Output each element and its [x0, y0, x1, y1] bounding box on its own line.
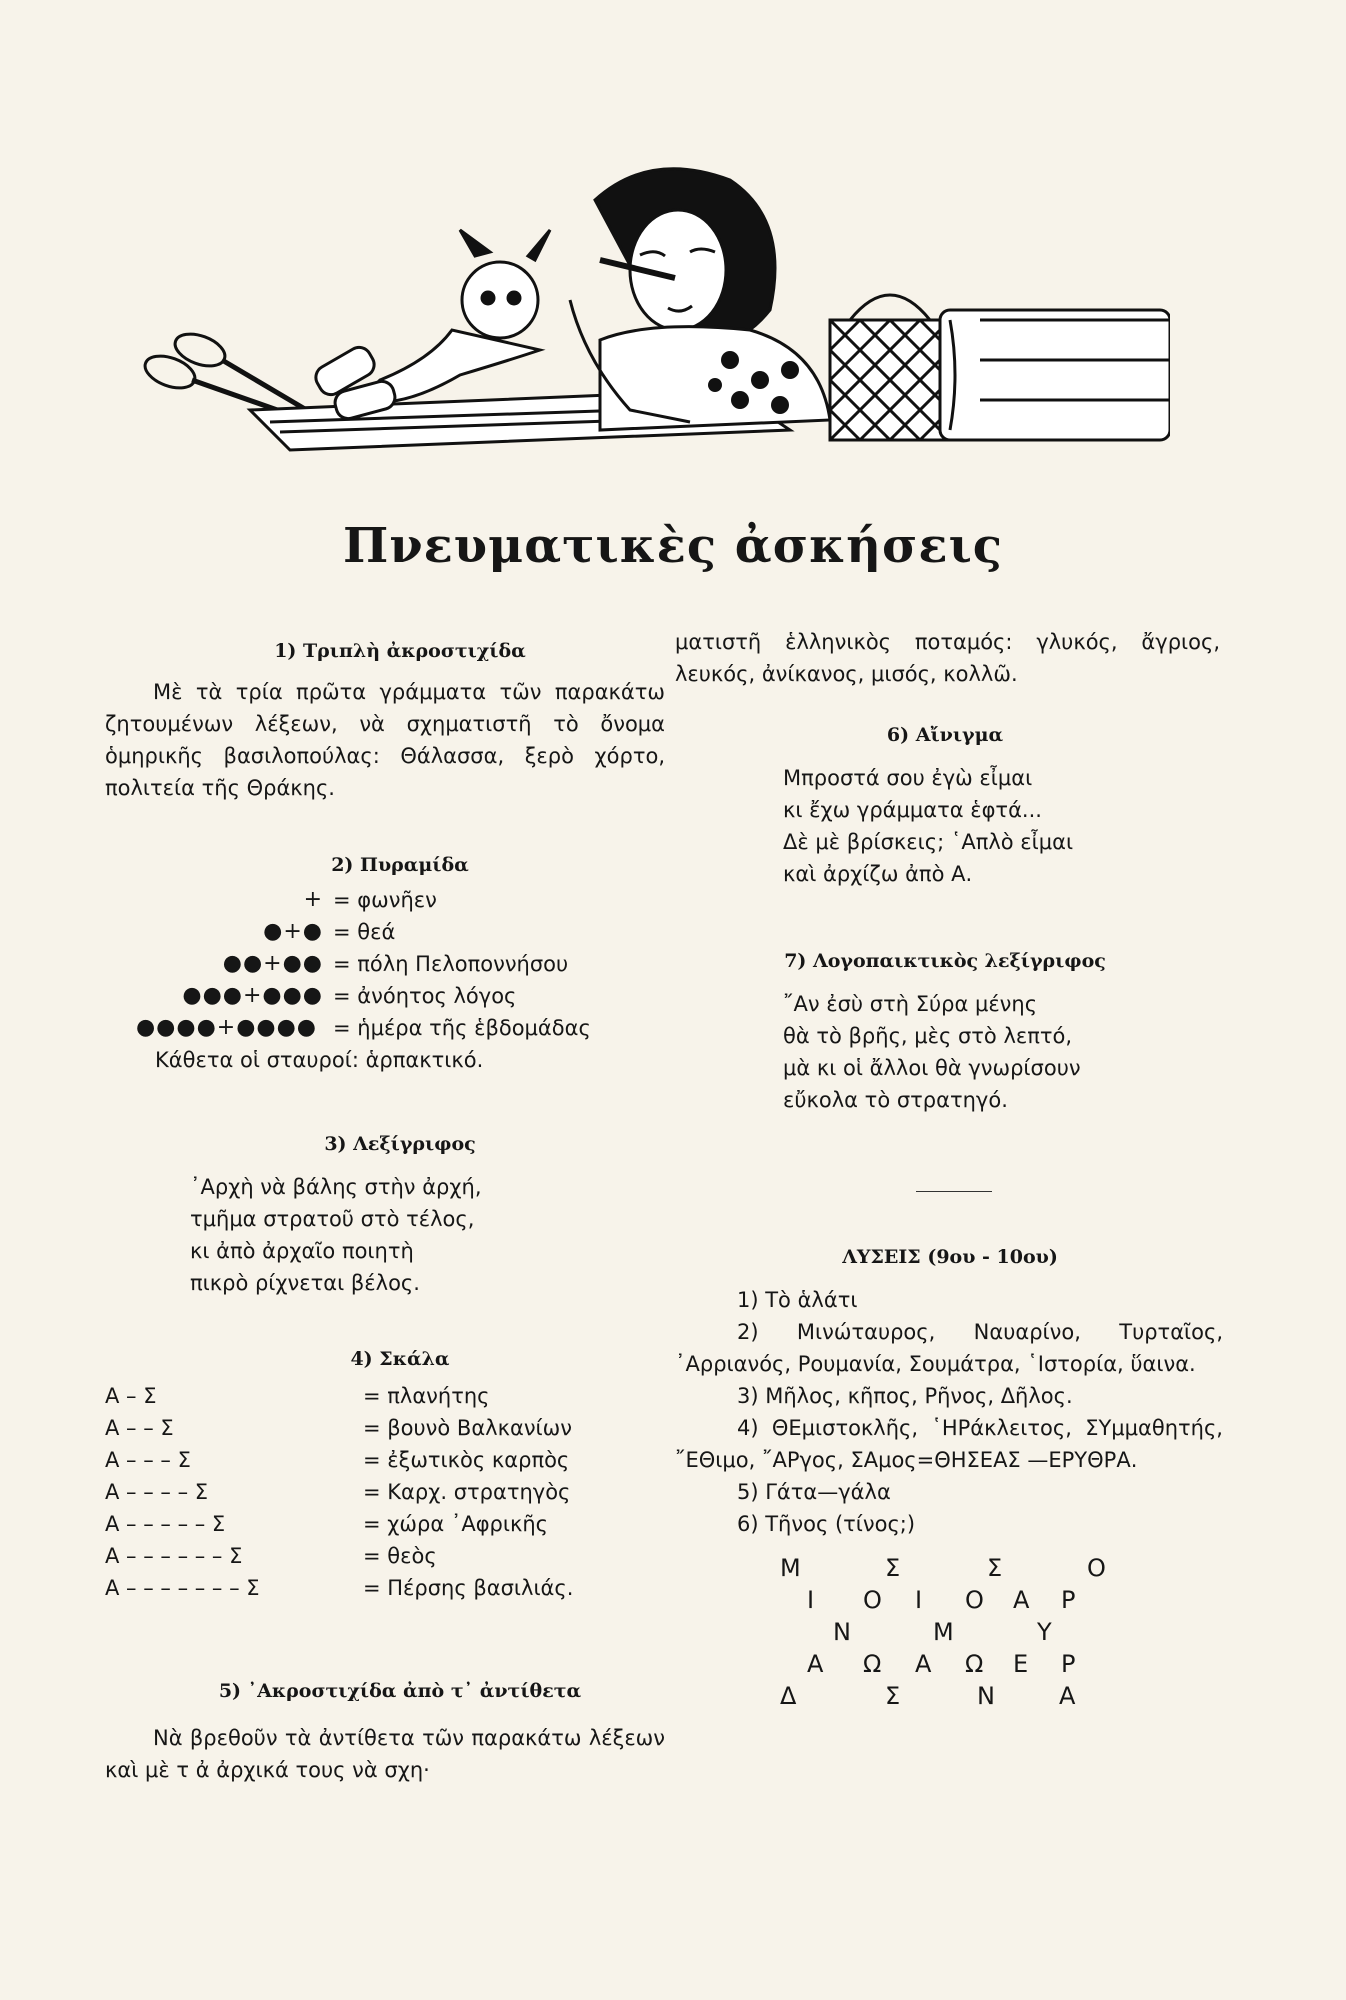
section-heading: 1) Τριπλὴ ἀκροστιχίδα [274, 640, 526, 662]
ladder-clue: = Πέρσης βασιλιάς. [363, 1576, 574, 1600]
ladder-letters: Α – Σ [105, 1384, 157, 1408]
ladder-row [105, 1476, 665, 1508]
ladder-clue: = πλανήτης [363, 1384, 490, 1408]
section-5-continued: ματιστῆ ἑλληνικὸς ποταμός: γλυκός, ἄγριος, λευκός, ἀνίκανος, μισός, κολλῶ. [675, 630, 1220, 686]
grid-letter: Μ [933, 1618, 956, 1646]
ladder-letters: Α – – – – – Σ [105, 1512, 226, 1536]
grid-row [675, 1648, 1235, 1680]
pyramid-clue: = θεά [333, 920, 396, 944]
pyramid-clue: = πόλη Πελοποννήσου [333, 952, 569, 976]
section-heading: 2) Πυραμίδα [331, 854, 469, 876]
ladder-letters: Α – – – Σ [105, 1448, 191, 1472]
section-2 [105, 854, 665, 1076]
pyramid-mark: ●●●+●●● [182, 983, 323, 1008]
grid-letter: Ω [965, 1650, 986, 1678]
grid-letter: Ο [863, 1586, 884, 1614]
riddle-verse [783, 762, 1235, 890]
ladder-clue: = ἐξωτικὸς καρπὸς [363, 1448, 570, 1472]
pyramid-mark: + [303, 887, 323, 912]
grid-letter: Ν [833, 1618, 853, 1646]
verse-line: κι ἔχω γράμματα ἑφτά... [783, 798, 1042, 822]
section-heading: 7) Λογοπαικτικὸς λεξίγριφος [784, 950, 1106, 972]
basket-icon [830, 295, 950, 440]
solution-grid [675, 1552, 1235, 1712]
grid-letter: Ω [863, 1650, 884, 1678]
header-illustration [130, 160, 1170, 460]
grid-letter: Ν [977, 1682, 997, 1710]
solution-item: 6) Τῆνος (τίνος;) [737, 1512, 916, 1536]
grid-row [675, 1552, 1235, 1584]
solution-item: 2) Μινώταυρος, Ναυαρίνο, Τυρταῖος, ᾿Αρριανός, Ρουμανία, Σουμάτρα, ῾Ιστορία, ὕαινα. [675, 1320, 1223, 1376]
verse-line: Μπροστά σου ἐγὼ εἶμαι [783, 766, 1033, 790]
pyramid-mark: ●●●●+●●●● [135, 1015, 317, 1040]
verse-line: κι ἀπὸ ἀρχαῖο ποιητὴ [190, 1239, 414, 1263]
ladder-letters: Α – – – – – – Σ [105, 1544, 243, 1568]
section-body: Νὰ βρεθοῦν τὰ ἀντίθετα τῶν παρακάτω λέξεων καὶ μὲ τ ἀ ἀρχικά τους νὰ σχη· [105, 1726, 665, 1782]
verse-line: πικρὸ ρίχνεται βέλος. [190, 1271, 420, 1295]
verse-line: Δὲ μὲ βρίσκεις; ῾Απλὸ εἶμαι [783, 830, 1074, 854]
section-7 [675, 950, 1235, 1116]
grid-letter: Ε [1013, 1650, 1031, 1678]
grid-letter: Α [915, 1650, 934, 1678]
riddle-verse [783, 988, 1235, 1116]
ladder-clue: = θεὸς [363, 1544, 437, 1568]
grid-letter: Ρ [1061, 1650, 1078, 1678]
pyramid-row [105, 916, 665, 948]
grid-letter: Ο [965, 1586, 986, 1614]
section-heading: 3) Λεξίγριφος [324, 1133, 476, 1155]
grid-letter: Ι [807, 1586, 817, 1614]
section-5 [105, 1680, 665, 1786]
grid-letter: Α [1059, 1682, 1078, 1710]
section-heading: 6) Αἴνιγμα [886, 724, 1004, 746]
pyramid-mark: ●+● [263, 919, 323, 944]
section-heading: 4) Σκάλα [350, 1348, 450, 1370]
ladder-clue: = Καρχ. στρατηγὸς [363, 1480, 571, 1504]
grid-letter: Α [1013, 1586, 1032, 1614]
verse-line: ᾿Αρχὴ νὰ βάλης στὴν ἀρχή, [190, 1175, 482, 1199]
grid-letter: Δ [780, 1682, 799, 1710]
grid-row [675, 1616, 1235, 1648]
grid-row [675, 1680, 1235, 1712]
section-3 [105, 1133, 665, 1299]
ladder-letters: Α – – – – – – – Σ [105, 1576, 260, 1600]
ladder-row [105, 1380, 665, 1412]
pyramid-clue: = ἀνόητος λόγος [333, 984, 517, 1008]
ladder-letters: Α – – – – Σ [105, 1480, 209, 1504]
grid-letter: Σ [885, 1682, 903, 1710]
verse-line: εὔκολα τὸ στρατηγό. [783, 1088, 1008, 1112]
word-ladder [105, 1380, 665, 1604]
pyramid-clue: = φωνῆεν [333, 888, 437, 912]
ladder-clue: = βουνὸ Βαλκανίων [363, 1416, 572, 1440]
pyramid-row [105, 884, 665, 916]
grid-letter: Σ [885, 1554, 903, 1582]
section-1 [105, 640, 665, 804]
verse-line: τμῆμα στρατοῦ στὸ τέλος, [190, 1207, 475, 1231]
grid-letter: Ο [1087, 1554, 1108, 1582]
solution-item: 4) ΘΕμιστοκλῆς, ῾ΗΡάκλειτος, ΣΥμμαθητής, ῎ΕΘιμο, ῎ΑΡγος, ΣΑμος=ΘΗΣΕΑΣ —ΕΡΥΘΡΑ. [675, 1416, 1223, 1472]
scissors-icon [141, 328, 310, 418]
ladder-row [105, 1508, 665, 1540]
solutions [675, 1246, 1235, 1712]
grid-row [675, 1584, 1235, 1616]
grid-letter: Α [807, 1650, 826, 1678]
divider [916, 1191, 992, 1192]
grid-letter: Μ [780, 1554, 803, 1582]
solution-item: 3) Μῆλος, κῆπος, Ρῆνος, Δῆλος. [737, 1384, 1073, 1408]
section-heading: 5) ᾿Ακροστιχίδα ἀπὸ τ᾿ ἀντίθετα [218, 1680, 582, 1702]
section-6 [675, 724, 1235, 890]
ladder-row [105, 1540, 665, 1572]
grid-letter: Ρ [1061, 1586, 1078, 1614]
girl-icon [570, 169, 830, 430]
ladder-clue: = χώρα ᾿Αφρικῆς [363, 1512, 549, 1536]
ladder-letters: Α – – Σ [105, 1416, 174, 1440]
pyramid-row [105, 980, 665, 1012]
pyramid-note: Κάθετα οἱ σταυροί: ἁρπακτικό. [155, 1048, 484, 1072]
riddle-verse [190, 1171, 665, 1299]
section-4 [105, 1348, 665, 1604]
grid-letter: Ι [915, 1586, 925, 1614]
verse-line: καὶ ἀρχίζω ἀπὸ Α. [783, 862, 973, 886]
solution-item: 5) Γάτα—γάλα [737, 1480, 891, 1504]
grid-letter: Σ [987, 1554, 1005, 1582]
pyramid-row [105, 1012, 665, 1044]
pyramid-row [105, 948, 665, 980]
solutions-list [675, 1284, 1223, 1540]
grid-letter: Υ [1037, 1618, 1054, 1646]
ladder-row [105, 1412, 665, 1444]
verse-line: ῎Αν ἐσὺ στὴ Σύρα μένης [783, 992, 1038, 1016]
verse-line: μὰ κι οἱ ἄλλοι θὰ γνωρίσουν [783, 1056, 1081, 1080]
book-icon [940, 310, 1170, 440]
pyramid-clue: = ἡμέρα τῆς ἑβδομάδας [333, 1016, 591, 1040]
ladder-row [105, 1444, 665, 1476]
pyramid-mark: ●●+●● [222, 951, 323, 976]
pyramid [105, 884, 665, 1044]
page-title: Πνευματικὲς ἀσκήσεις [342, 518, 1004, 574]
verse-line: θὰ τὸ βρῆς, μὲς στὸ λεπτό, [783, 1024, 1073, 1048]
doll-icon [312, 230, 550, 421]
section-body: Μὲ τὰ τρία πρῶτα γράμματα τῶν παρακάτω ζητουμένων λέξεων, νὰ σχηματιστῆ τὸ ὄνομα ὁμηρικῆς βασιλοπούλας: Θάλασσα, ξερὸ χόρτο, πολιτεία τῆς Θράκης. [105, 680, 665, 800]
solution-item: 1) Τὸ ἁλάτι [737, 1288, 858, 1312]
solutions-heading: ΛΥΣΕΙΣ (9ου - 10ου) [842, 1246, 1058, 1268]
ladder-row [105, 1572, 665, 1604]
